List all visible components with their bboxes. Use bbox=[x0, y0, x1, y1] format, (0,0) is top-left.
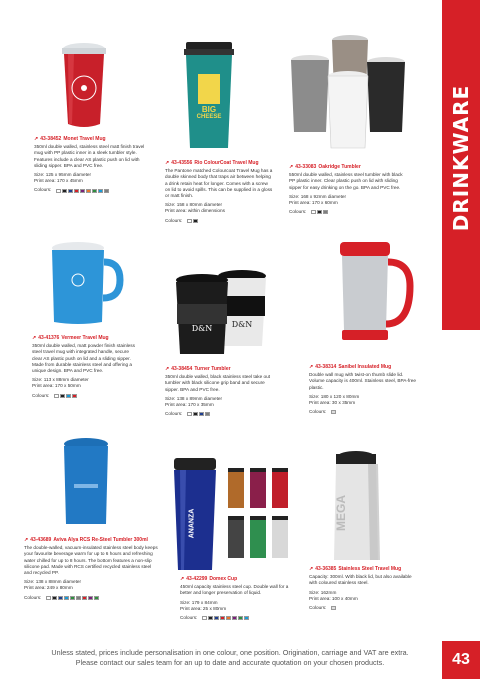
colour-swatch bbox=[214, 616, 219, 620]
colour-swatch bbox=[92, 189, 97, 193]
product-description: 350ml double walled, black stainless steel take out tumbler with black silicone grip band and secure sipper. BPA and PVC free. bbox=[165, 374, 271, 392]
product-steel-travel-mug: ↗ 43-36385 Stainless Steel Travel Mug Capacity: 300ml. With black lid, but also available with coloured stainless steel. Size: 162mm Print area: 100 x 40mm Colours: bbox=[309, 566, 417, 611]
colour-swatch bbox=[58, 596, 63, 600]
product-turner: ↗ 43-38454 Turner Tumbler 350ml double walled, black stainless steel take out tumbler with black silicone grip band and secure sipper. BPA and PVC free. Size: 138 x 89mm diameter Print area: 170 x 35mm Colours: bbox=[165, 366, 277, 417]
colour-swatch bbox=[220, 616, 225, 620]
colour-swatch bbox=[88, 596, 93, 600]
product-size: Size: 138 x 89mm diameter bbox=[165, 395, 223, 401]
colour-swatch bbox=[226, 616, 231, 620]
product-description: 350ml double walled, matt powder finish stainless steel travel mug with integrated handle, secure clear AS plastic push on lid and a sliding sipper. Made from durable stainless steel and offering a unique design. BPA and PVC free. bbox=[32, 343, 135, 374]
colour-swatch bbox=[317, 210, 322, 214]
colour-swatch bbox=[60, 394, 65, 398]
colour-swatch bbox=[205, 412, 210, 416]
product-code: 43-38452 bbox=[40, 136, 62, 142]
colour-swatch bbox=[193, 412, 198, 416]
colour-swatch bbox=[232, 616, 237, 620]
product-size: Size: 125 x 95mm diameter bbox=[34, 172, 92, 178]
rio-print-text-2: CHEESE bbox=[196, 114, 222, 120]
colour-swatch bbox=[86, 189, 91, 193]
domex-cup-image bbox=[170, 456, 220, 574]
vermeer-mug-image bbox=[46, 240, 124, 326]
colour-swatch bbox=[74, 189, 79, 193]
product-size: Size: 138 x 88mm diameter bbox=[24, 579, 82, 585]
product-name: Rio ColourCoat Travel Mug bbox=[194, 160, 259, 166]
colour-swatch bbox=[62, 189, 67, 193]
colours-label: Colours: bbox=[180, 615, 198, 621]
colour-swatches bbox=[34, 187, 154, 193]
colour-swatch bbox=[46, 596, 51, 600]
colours-label: Colours: bbox=[165, 411, 183, 417]
product-sanibel: ↗ 43-38314 Sanibel Insulated Mug Double wall mug with twist-on thumb slide lid. Volume capacity is 400ml. Stainless steel, BPA-free plastic. Size: 180 x 120 x 80mm Print area: 30 x 35mm Colours: bbox=[309, 364, 416, 415]
product-name: Oakridge Tumbler bbox=[318, 164, 361, 170]
colour-swatch bbox=[193, 219, 198, 223]
colours-label: Colours: bbox=[289, 209, 307, 215]
product-size: Size: 158 x 80mm diameter bbox=[165, 202, 223, 208]
product-print-area: Print area: 30 x 35mm bbox=[309, 400, 356, 406]
footer-disclaimer bbox=[28, 648, 432, 667]
colour-swatches bbox=[309, 605, 417, 611]
domex-print-text: ANANZA bbox=[188, 508, 196, 539]
product-description: The double-walled, vacuum-insulated stainless steel body keeps your favourite beverage warm for up to 6 hours and refreshing water chilled for up to 8 hours. The bottom features a non-slip silicone pad. Made with RCS certified recycled stainless steel and recycled PP. bbox=[24, 545, 158, 576]
colours-label: Colours: bbox=[34, 187, 52, 193]
domex-variants-image bbox=[226, 468, 292, 560]
product-oakridge: ↗ 43-33083 Oakridge Tumbler 550ml double walled, stainless steel tumbler with black PP plastic inner. Clear plastic push on lid with sliding sipper for easy drinking on the go. BPA and PVC free. Size: 168 x 92mm diameter Print area: 170 x 60mm Colours: bbox=[289, 164, 407, 215]
colours-label: Colours: bbox=[32, 392, 50, 398]
colour-swatch bbox=[331, 410, 336, 414]
product-size: Size: 180 x 120 x 80mm bbox=[309, 393, 360, 399]
colour-swatch bbox=[323, 210, 328, 214]
turner-logo-black: D&N bbox=[191, 324, 213, 333]
product-name: Monet Travel Mug bbox=[63, 136, 106, 142]
product-aviva: ↗ 43-43689 Aviva Alya RCS Re-Steel Tumbler 300ml The double-walled, vacuum-insulated stainless steel body keeps your favourite beverage warm for up to 6 hours and refreshing water chilled for up to 8 hours. The bottom features a non-slip silicone pad. Made with RCS certified recycled stainless steel and recycled PP. Size: 138 x 88mm diameter Print area: 249 x 80mm Colours: bbox=[24, 537, 158, 600]
sidebar bbox=[442, 0, 480, 679]
colour-swatch bbox=[199, 412, 204, 416]
turner-logo-white: D&N bbox=[231, 320, 253, 329]
product-monet: ↗ 43-38452 Monet Travel Mug 350ml double walled, stainless steel matt finish travel mug with PP plastic inner in a sleek tumbler style. Features include a clear AS plastic push on lid with sliding sipper. BPA and PVC free. Size: 125 x 95mm diameter Print area: 170 x 45mm Colours: bbox=[34, 136, 154, 194]
footer-line-2: Please contact our sales team for an up to date and accurate quotation on your chosen products. bbox=[75, 657, 385, 667]
product-print-area: Print area: 170 x 50mm bbox=[32, 383, 81, 389]
colour-swatches bbox=[180, 615, 298, 621]
product-print-area: Print area: within dimensions bbox=[165, 208, 225, 214]
colour-swatch bbox=[208, 616, 213, 620]
product-description: 450ml capacity stainless steel cup. Double wall for a better and longer preservation of liquid. bbox=[180, 584, 289, 596]
colours-label: Colours: bbox=[309, 605, 327, 611]
product-name: Turner Tumbler bbox=[194, 366, 231, 372]
product-size: Size: 168 x 92mm diameter bbox=[289, 193, 347, 199]
colour-swatch bbox=[187, 219, 192, 223]
product-name: Domex Cup bbox=[209, 576, 238, 582]
product-print-area: Print area: 170 x 45mm bbox=[34, 178, 83, 184]
monet-mug-image bbox=[52, 40, 116, 130]
colour-swatch bbox=[64, 596, 69, 600]
colour-swatch bbox=[331, 606, 336, 610]
product-print-area: Print area: 170 x 35mm bbox=[165, 402, 214, 408]
colour-swatch bbox=[56, 189, 61, 193]
product-print-area: Print area: 170 x 60mm bbox=[289, 200, 338, 206]
colour-swatches bbox=[32, 393, 140, 399]
product-description: Capacity: 300ml. With black lid, but also available with coloured stainless steel. bbox=[309, 574, 412, 586]
oakridge-tumbler-image bbox=[288, 32, 408, 150]
product-code: 43-43556 bbox=[171, 160, 193, 166]
aviva-tumbler-image bbox=[58, 436, 114, 528]
colour-swatch bbox=[80, 189, 85, 193]
colour-swatch bbox=[311, 210, 316, 214]
product-size: Size: 162mm bbox=[309, 589, 337, 595]
product-domex: ↗ 43-42299 Domex Cup 450ml capacity stainless steel cup. Double wall for a better and longer preservation of liquid. Size: 179 x 84mm Print area: 25 x 80mm Colours: bbox=[180, 576, 298, 621]
colour-swatches bbox=[309, 409, 417, 415]
sidebar-band bbox=[442, 0, 480, 330]
colours-label: Colours: bbox=[24, 594, 42, 600]
product-code: 43-43689 bbox=[30, 537, 52, 543]
colour-swatch bbox=[82, 596, 87, 600]
colour-swatch bbox=[202, 616, 207, 620]
product-size: Size: 179 x 84mm bbox=[180, 599, 218, 605]
steel-travel-mug-image bbox=[322, 448, 402, 566]
product-description: The Pantone matched Colourcoat Travel Mug has a double skinned body that traps air between helping a drink retain heat for longer. Comes with a screw on lid to avoid spills. This can be supplied in a gloss or matt finish. bbox=[165, 168, 273, 199]
product-name: Stainless Steel Travel Mug bbox=[338, 566, 402, 572]
colour-swatch bbox=[70, 596, 75, 600]
product-code: 43-36385 bbox=[315, 566, 337, 572]
rio-print-text-1: BIG bbox=[201, 105, 217, 114]
product-print-area: Print area: 25 x 80mm bbox=[180, 605, 227, 611]
colour-swatch bbox=[238, 616, 243, 620]
product-description: 550ml double walled, stainless steel tumbler with black PP plastic inner. Clear plastic push on lid with sliding sipper for easy drinking on the go. BPA and PVC free. bbox=[289, 172, 403, 190]
colour-swatches bbox=[289, 209, 407, 215]
colour-swatch bbox=[68, 189, 73, 193]
colour-swatch bbox=[98, 189, 103, 193]
product-code: 43-33083 bbox=[295, 164, 317, 170]
product-rio: ↗ 43-43556 Rio ColourCoat Travel Mug The Pantone matched Colourcoat Travel Mug has a double skinned body that traps air between helping a drink retain heat for longer. Comes with a screw on lid to avoid spills. This can be supplied in a gloss or matt finish. Size: 158 x 80mm diameter Print area: within dimensions Colours: bbox=[165, 160, 273, 223]
colour-swatch bbox=[187, 412, 192, 416]
colour-swatches bbox=[24, 595, 158, 601]
colours-label: Colours: bbox=[309, 409, 327, 415]
colour-swatch bbox=[104, 189, 109, 193]
colour-swatches bbox=[165, 218, 273, 224]
colour-swatch bbox=[244, 616, 249, 620]
colours-label: Colours: bbox=[165, 217, 183, 223]
product-code: 43-41376 bbox=[38, 335, 60, 341]
mega-print-text: MEGA bbox=[334, 495, 348, 531]
product-print-area: Print area: 100 x 40mm bbox=[309, 595, 358, 601]
product-vermeer: ↗ 43-41376 Vermeer Travel Mug 350ml double walled, matt powder finish stainless steel travel mug with integrated handle, secure clear AS plastic push on lid and a sliding sipper. Made from durable stainless steel and offering a unique design. BPA and PVC free. Size: 113 x 88mm diameter Print area: 170 x 50mm Colours: bbox=[32, 335, 140, 399]
colour-swatch bbox=[54, 394, 59, 398]
rio-mug-image bbox=[182, 40, 236, 152]
page-number: 43 bbox=[442, 641, 480, 679]
product-name: Aviva Alya RCS Re-Steel Tumbler 300ml bbox=[53, 537, 148, 543]
product-description: 350ml double walled, stainless steel matt finish travel mug with PP plastic inner in a sleek tumbler style. Features include a clear AS plastic push on lid with sliding sipper. BPA and PVC free. bbox=[34, 144, 145, 168]
product-code: 43-42299 bbox=[186, 576, 208, 582]
colour-swatches bbox=[165, 411, 277, 417]
colour-swatch bbox=[94, 596, 99, 600]
product-name: Vermeer Travel Mug bbox=[61, 335, 109, 341]
colour-swatch bbox=[72, 394, 77, 398]
product-description: Double wall mug with twist-on thumb slide lid. Volume capacity is 400ml. Stainless steel, BPA-free plastic. bbox=[309, 372, 416, 390]
footer-line-1: Unless stated, prices include personalisation in one colour, one position. Origination, carriage and VAT are extra. bbox=[51, 648, 409, 657]
colour-swatch bbox=[52, 596, 57, 600]
turner-tumbler-image bbox=[172, 266, 272, 356]
product-size: Size: 113 x 88mm diameter bbox=[32, 377, 89, 383]
colour-swatch bbox=[76, 596, 81, 600]
product-code: 43-38314 bbox=[315, 364, 337, 370]
section-title: DRINKWARE bbox=[449, 84, 473, 232]
product-name: Sanibel Insulated Mug bbox=[338, 364, 392, 370]
product-code: 43-38454 bbox=[171, 366, 193, 372]
sanibel-mug-image bbox=[334, 238, 414, 344]
product-print-area: Print area: 249 x 80mm bbox=[24, 585, 73, 591]
colour-swatch bbox=[66, 394, 71, 398]
